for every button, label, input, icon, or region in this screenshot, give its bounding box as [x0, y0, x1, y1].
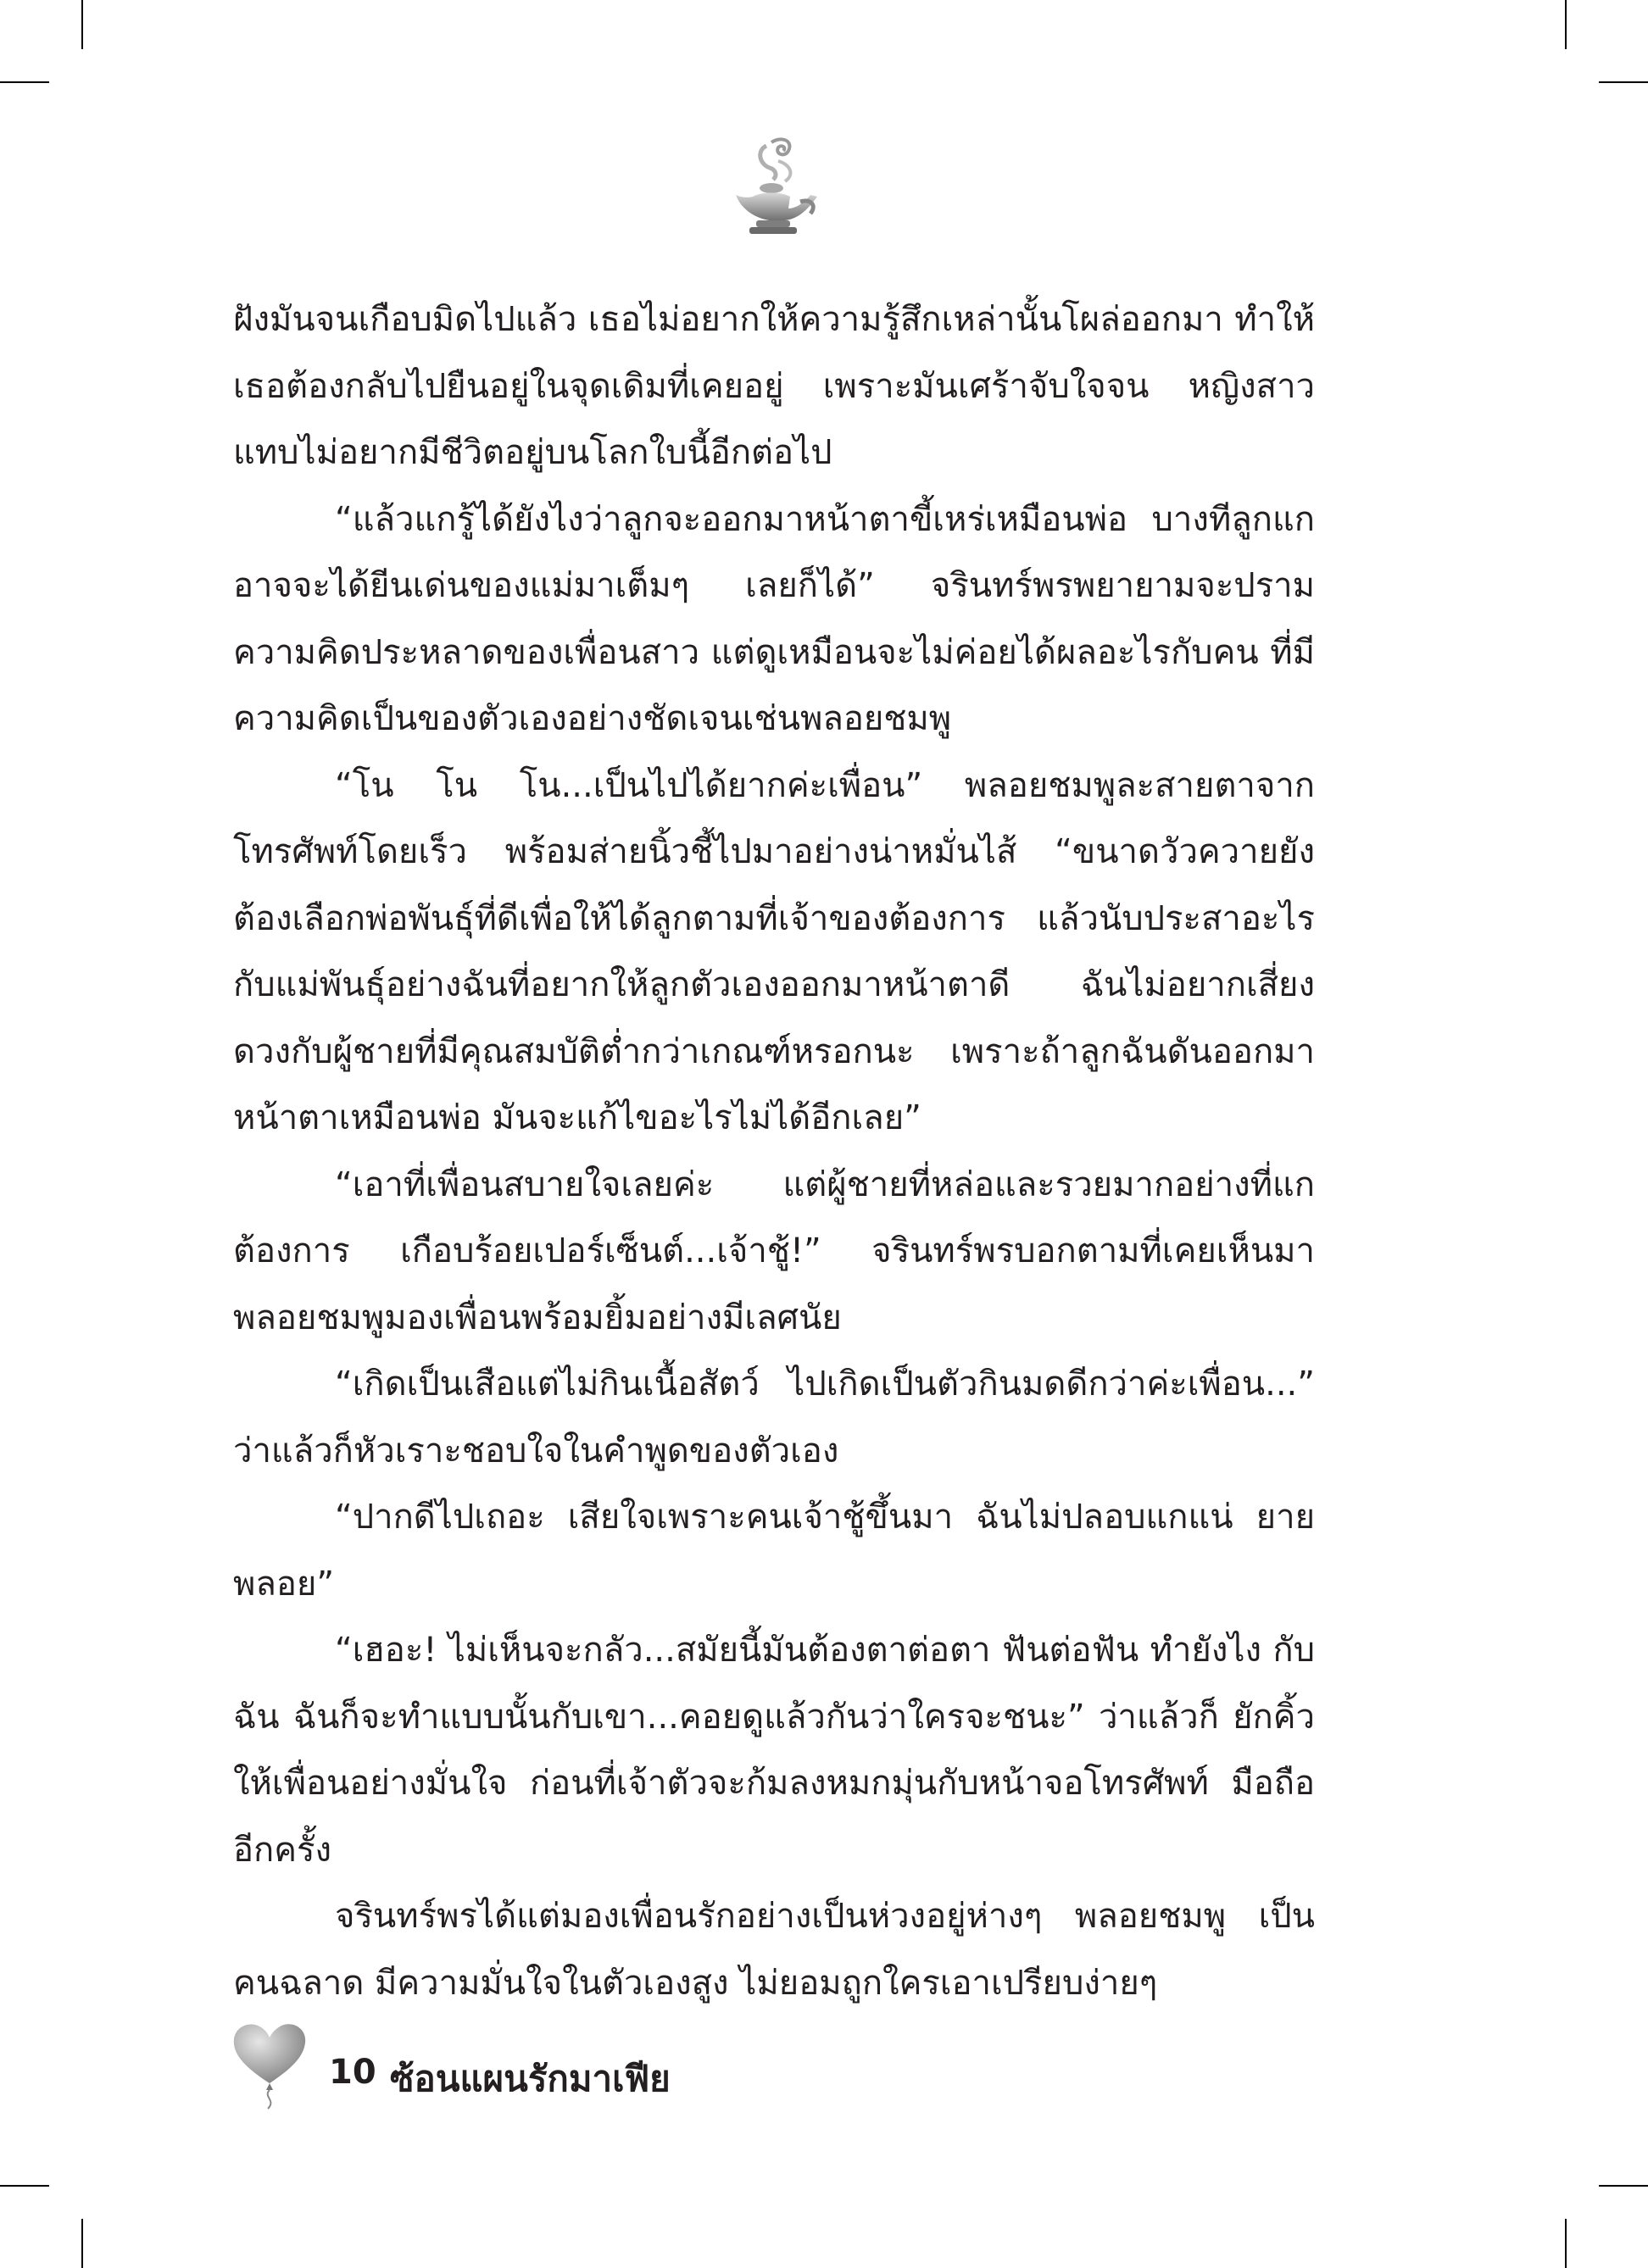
crop-mark: [0, 2185, 49, 2187]
crop-mark: [1599, 2185, 1648, 2187]
crop-mark: [81, 2219, 83, 2268]
paragraph: ฝังมันจนเกือบมิดไปแล้ว เธอไม่อยากให้ความรู้สึกเหล่านั้นโผล่ออกมา ทำให้เธอต้องกลับไปยืนอยู่ในจุดเดิมที่เคยอยู่ เพราะมันเศร้าจับใจจน หญิงสาวแทบไม่อยากมีชีวิตอยู่บนโลกใบนี้อีกต่อไป: [233, 300, 1315, 472]
paragraph: “โน โน โน...เป็นไปได้ยากค่ะเพื่อน” พลอยชมพูละสายตาจาก โทรศัพท์โดยเร็ว พร้อมส่ายนิ้วชี้ไปมาอย่างน่าหมั่นไส้ “ขนาดวัวควายยัง ต้องเลือกพ่อพันธุ์ที่ดีเพื่อให้ได้ลูกตามที่เจ้าของต้องการ แล้วนับประสาอะไร กับแม่พันธุ์อย่างฉันที่อยากให้ลูกตัวเองออกมาหน้าตาดี ฉันไม่อยากเสี่ยง ดวงกับผู้ชายที่มีคุณสมบัติต่ำกว่าเกณฑ์หรอกนะ เพราะถ้าลูกฉันดันออกมา หน้าตาเหมือนพ่อ มันจะแก้ไขอะไรไม่ได้อีกเลย”: [233, 765, 1315, 1137]
crop-mark: [1565, 2219, 1567, 2268]
page-footer: [229, 2017, 992, 2119]
crop-mark: [81, 0, 83, 49]
body-text: [233, 286, 1315, 2003]
page-number: 10: [329, 2053, 376, 2092]
heart-balloon-icon: [229, 2017, 310, 2110]
crop-mark: [0, 81, 49, 83]
crop-mark: [1565, 0, 1567, 49]
paragraph: จรินทร์พรได้แต่มองเพื่อนรักอย่างเป็นห่วงอยู่ห่างๆ พลอยชมพู เป็นคนฉลาด มีความมั่นใจในตัวเองสูง ไม่ยอมถูกใครเอาเปรียบง่ายๆ: [233, 1897, 1315, 2003]
book-title: ซ้อนแผนรักมาเฟีย: [390, 2058, 671, 2099]
paragraph: “เอาที่เพื่อนสบายใจเลยค่ะ แต่ผู้ชายที่หล่อและรวยมากอย่างที่แก ต้องการ เกือบร้อยเปอร์เซ็นต์...เจ้าชู้!” จรินทร์พรบอกตามที่เคยเห็นมา พลอยชมพูมองเพื่อนพร้อมยิ้มอย่างมีเลศนัย: [233, 1165, 1315, 1337]
paragraph: “ปากดีไปเถอะ เสียใจเพราะคนเจ้าชู้ขึ้นมา ฉันไม่ปลอบแกแน่ ยายพลอย”: [233, 1498, 1315, 1604]
crop-mark: [1599, 81, 1648, 83]
paragraph: “เกิดเป็นเสือแต่ไม่กินเนื้อสัตว์ ไปเกิดเป็นตัวกินมดดีกว่าค่ะเพื่อน...” ว่าแล้วก็หัวเราะชอบใจในคำพูดของตัวเอง: [233, 1365, 1315, 1470]
paragraph: “เฮอะ! ไม่เห็นจะกลัว...สมัยนี้มันต้องตาต่อตา ฟันต่อฟัน ทำยังไง กับฉัน ฉันก็จะทำแบบนั้นกับเขา...คอยดูแล้วกันว่าใครจะชนะ” ว่าแล้วก็ ยักคิ้วให้เพื่อนอย่างมั่นใจ ก่อนที่เจ้าตัวจะก้มลงหมกมุ่นกับหน้าจอโทรศัพท์ มือถืออีกครั้ง: [233, 1631, 1315, 1870]
paragraph: “แล้วแกรู้ได้ยังไงว่าลูกจะออกมาหน้าตาขี้เหร่เหมือนพ่อ บางทีลูกแก อาจจะได้ยีนเด่นของแม่มาเต็มๆ เลยก็ได้” จรินทร์พรพยายามจะปราม ความคิดประหลาดของเพื่อนสาว แต่ดูเหมือนจะไม่ค่อยได้ผลอะไรกับคน ที่มีความคิดเป็นของตัวเองอย่างชัดเจนเช่นพลอยชมพู: [233, 499, 1315, 738]
genie-lamp-icon: [722, 136, 824, 241]
